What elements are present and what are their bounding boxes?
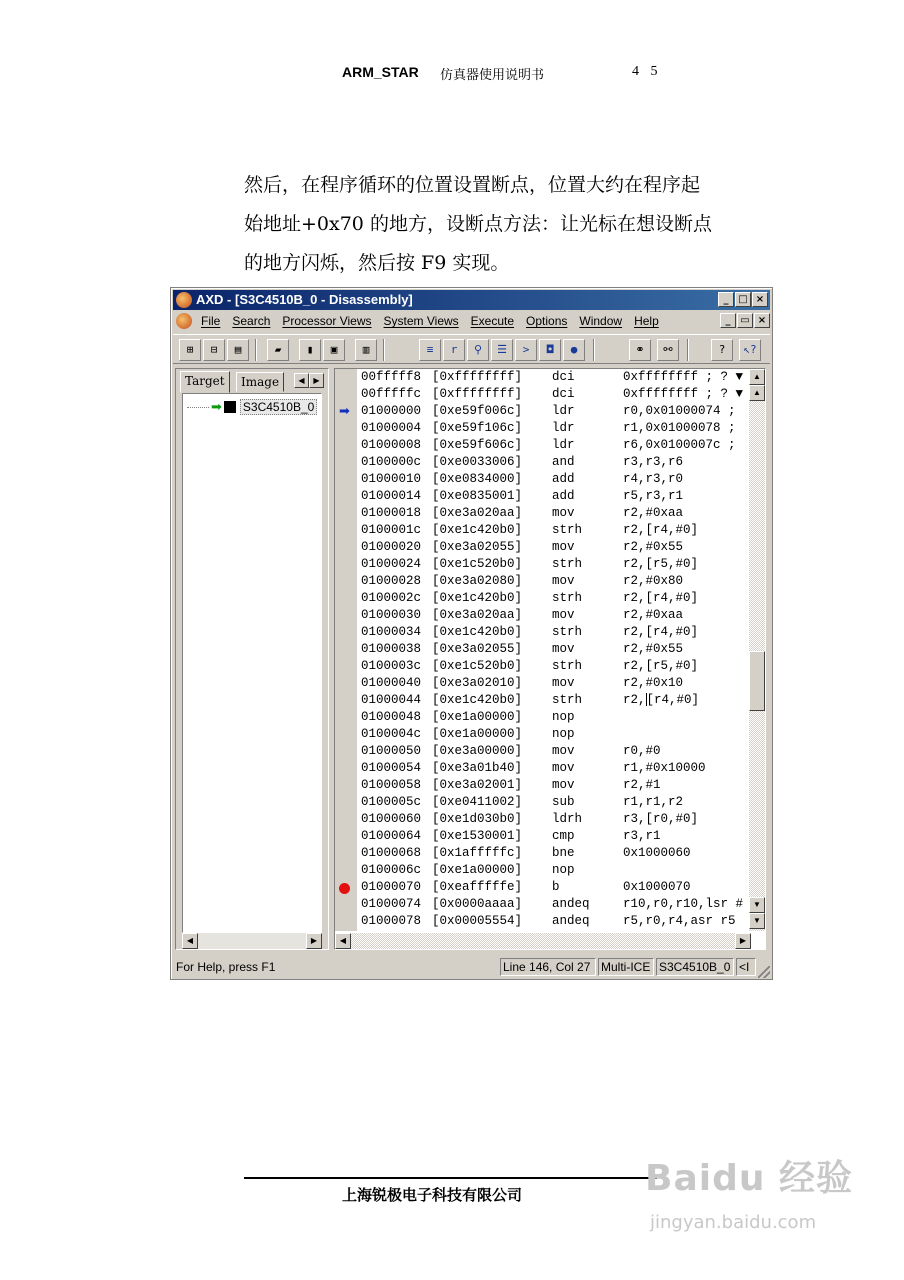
instruction-operands: r2,[r4,#0] xyxy=(623,523,699,537)
status-cursor-position: Line 146, Col 27 xyxy=(500,958,596,976)
disassembly-pane[interactable] xyxy=(334,368,766,950)
vertical-scroll-thumb[interactable] xyxy=(749,651,765,711)
instruction-address: 01000058 xyxy=(361,778,422,792)
instruction-operands: r2,#0x55 xyxy=(623,642,684,656)
instruction-operands: r2,#0xaa xyxy=(623,506,684,520)
document-icon[interactable] xyxy=(176,313,192,329)
instruction-mnemonic: ldrh xyxy=(552,812,583,826)
tree-item-label: S3C4510B_0 xyxy=(240,399,317,415)
instruction-address: 01000050 xyxy=(361,744,422,758)
instruction-opcode: [0xffffffff] xyxy=(432,370,523,384)
instruction-address: 01000010 xyxy=(361,472,422,486)
processor-config-icon[interactable]: ⊟ xyxy=(203,339,225,361)
footer-rule xyxy=(244,1177,657,1179)
instruction-opcode: [0xe1a00000] xyxy=(432,710,523,724)
footer-company: 上海锐极电子科技有限公司 xyxy=(342,1186,523,1204)
disassembly-row[interactable] xyxy=(359,659,749,676)
watermark-url: jingyan.baidu.com xyxy=(650,1212,817,1233)
breakpoint-marker-icon[interactable] xyxy=(339,883,350,894)
instruction-operands: r2,[r5,#0] xyxy=(623,557,699,571)
instruction-mnemonic: andeq xyxy=(552,897,590,911)
disassembly-horizontal-scrollbar[interactable] xyxy=(335,933,751,949)
instruction-opcode: [0xe1c420b0] xyxy=(432,693,523,707)
menu-help[interactable]: Help xyxy=(634,314,659,328)
disassembly-row[interactable] xyxy=(359,421,749,438)
disassembly-row[interactable] xyxy=(359,727,749,744)
instruction-operands: 0xffffffff ; ? ▼ xyxy=(623,370,744,384)
menu-processor-views[interactable]: Processor Views xyxy=(282,314,372,328)
workspace-pane xyxy=(175,368,329,950)
toolbar-separator xyxy=(687,339,689,361)
instruction-address: 01000068 xyxy=(361,846,422,860)
load-icon[interactable]: ▮ xyxy=(299,339,321,361)
window-controls xyxy=(718,292,768,308)
scroll-right-icon[interactable]: ▶ xyxy=(306,933,322,949)
status-target: S3C4510B_0 xyxy=(656,958,734,976)
instruction-mnemonic: b xyxy=(552,880,560,894)
processor-chip-icon xyxy=(224,401,236,413)
instruction-mnemonic: bne xyxy=(552,846,575,860)
paste-icon[interactable]: ▥ xyxy=(355,339,377,361)
scroll-right-icon[interactable]: ▶ xyxy=(735,933,751,949)
instruction-mnemonic: andeq xyxy=(552,914,590,928)
instruction-address: 01000020 xyxy=(361,540,422,554)
instruction-address: 01000044 xyxy=(361,693,422,707)
instruction-opcode: [0xe3a02001] xyxy=(432,778,523,792)
doc-title: ARM_STAR xyxy=(342,64,419,80)
doc-subtitle: 仿真器使用说明书 xyxy=(440,68,545,83)
find-icon[interactable]: ⚭ xyxy=(629,339,651,361)
disassembly-row[interactable] xyxy=(359,778,749,795)
context-help-icon[interactable]: ↖? xyxy=(739,339,761,361)
instruction-operands: r3,[r0,#0] xyxy=(623,812,699,826)
minimize-icon[interactable]: _ xyxy=(718,292,734,307)
axd-window xyxy=(170,287,773,980)
instruction-address: 01000038 xyxy=(361,642,422,656)
instruction-operands: r4,r3,r0 xyxy=(623,472,684,486)
instruction-address: 01000000 xyxy=(361,404,422,418)
status-interface: Multi-ICE xyxy=(598,958,654,976)
instruction-mnemonic: strh xyxy=(552,659,583,673)
scroll-left-icon[interactable]: ◀ xyxy=(182,933,198,949)
target-config-icon[interactable]: ⊞ xyxy=(179,339,201,361)
instruction-opcode: [0xe59f606c] xyxy=(432,438,523,452)
toolbar-separator xyxy=(383,339,385,361)
instruction-opcode: [0xe3a00000] xyxy=(432,744,523,758)
disassembly-row[interactable] xyxy=(359,489,749,506)
instruction-opcode: [0xe3a02010] xyxy=(432,676,523,690)
status-bar xyxy=(173,956,770,978)
disassembly-row[interactable] xyxy=(359,404,749,421)
instruction-mnemonic: strh xyxy=(552,693,583,707)
instruction-operands: r2,[r5,#0] xyxy=(623,659,699,673)
disassembly-row[interactable] xyxy=(359,914,749,931)
instruction-mnemonic: mov xyxy=(552,778,575,792)
instruction-mnemonic: mov xyxy=(552,642,575,656)
disassembly-vertical-scrollbar[interactable] xyxy=(749,369,765,931)
register-view-icon[interactable]: r xyxy=(443,339,465,361)
instruction-opcode: [0xe3a01b40] xyxy=(432,761,523,775)
scroll-down-fast-icon[interactable]: ▼ xyxy=(749,913,765,929)
instruction-opcode: [0xe3a02055] xyxy=(432,642,523,656)
instruction-opcode: [0xe0834000] xyxy=(432,472,523,486)
instruction-mnemonic: ldr xyxy=(552,438,575,452)
instruction-mnemonic: nop xyxy=(552,727,575,741)
disassembly-row[interactable] xyxy=(359,574,749,591)
disassembly-row[interactable] xyxy=(359,710,749,727)
disassembly-row[interactable] xyxy=(359,795,749,812)
instruction-address: 01000028 xyxy=(361,574,422,588)
breakpoint-icon[interactable]: ● xyxy=(563,339,585,361)
text-cursor xyxy=(646,693,647,706)
tree-connector xyxy=(187,407,209,408)
instruction-address: 01000070 xyxy=(361,880,422,894)
instruction-operands: 0xffffffff ; ? ▼ xyxy=(623,387,744,401)
disassembly-row[interactable] xyxy=(359,506,749,523)
instruction-operands: r10,r0,r10,lsr # xyxy=(623,897,744,911)
close-icon[interactable]: × xyxy=(752,292,768,307)
instruction-operands: r1,#0x10000 xyxy=(623,761,706,775)
instruction-mnemonic: and xyxy=(552,455,575,469)
instruction-opcode: [0xe1530001] xyxy=(432,829,523,843)
search-icon[interactable]: ⚲ xyxy=(467,339,489,361)
paragraph-line: 然后，在程序循环的位置设置断点，位置大约在程序起 xyxy=(244,174,701,196)
instruction-opcode: [0xe3a02080] xyxy=(432,574,523,588)
disassembly-row[interactable] xyxy=(359,744,749,761)
resize-grip-icon[interactable] xyxy=(758,966,770,978)
instruction-opcode: [0xe1c520b0] xyxy=(432,659,523,673)
instruction-address: 00fffff8 xyxy=(361,370,422,384)
instruction-operands: r1,r1,r2 xyxy=(623,795,684,809)
child-minimize-icon[interactable]: _ xyxy=(720,313,736,328)
disassembly-row[interactable] xyxy=(359,676,749,693)
status-help-text: For Help, press F1 xyxy=(176,960,276,974)
instruction-operands: r3,r3,r6 xyxy=(623,455,684,469)
instruction-address: 01000004 xyxy=(361,421,422,435)
instruction-address: 01000060 xyxy=(361,812,422,826)
instruction-opcode: [0xe1a00000] xyxy=(432,863,523,877)
instruction-mnemonic: mov xyxy=(552,744,575,758)
save-icon[interactable]: ▣ xyxy=(323,339,345,361)
instruction-opcode: [0xe1a00000] xyxy=(432,727,523,741)
help-icon[interactable]: ? xyxy=(711,339,733,361)
watch-icon[interactable]: ☰ xyxy=(491,339,513,361)
disassembly-row[interactable] xyxy=(359,829,749,846)
document-header xyxy=(0,64,904,88)
paragraph-line: 始地址+0x70 的地方，设断点方法：让光标在想设断点 xyxy=(244,213,712,235)
instruction-address: 01000024 xyxy=(361,557,422,571)
disassembly-row[interactable] xyxy=(359,608,749,625)
disassembly-listing xyxy=(359,370,749,930)
tree-horizontal-scrollbar[interactable] xyxy=(182,933,322,949)
instruction-mnemonic: mov xyxy=(552,506,575,520)
instruction-address: 01000054 xyxy=(361,761,422,775)
instruction-operands: r0,0x01000074 ; xyxy=(623,404,736,418)
instruction-operands: r5,r0,r4,asr r5 xyxy=(623,914,736,928)
instruction-paragraph xyxy=(244,166,764,283)
disassembly-row[interactable] xyxy=(359,370,749,387)
instruction-address: 0100004c xyxy=(361,727,422,741)
instruction-mnemonic: dci xyxy=(552,387,575,401)
instruction-address: 01000078 xyxy=(361,914,422,928)
instruction-address: 0100005c xyxy=(361,795,422,809)
instruction-mnemonic: strh xyxy=(552,591,583,605)
instruction-address: 01000030 xyxy=(361,608,422,622)
menu-system-views[interactable]: System Views xyxy=(383,314,459,328)
memory-icon[interactable]: ◘ xyxy=(539,339,561,361)
disassembly-row[interactable] xyxy=(359,455,749,472)
instruction-address: 01000074 xyxy=(361,897,422,911)
child-close-icon[interactable]: × xyxy=(754,313,770,328)
disassembly-row[interactable] xyxy=(359,897,749,914)
tab-image[interactable]: Image xyxy=(236,372,284,392)
instruction-operands: r0,#0 xyxy=(623,744,661,758)
menu-window[interactable]: Window xyxy=(579,314,623,328)
axd-app-icon[interactable] xyxy=(176,292,192,308)
load-image-icon[interactable]: ▤ xyxy=(227,339,249,361)
instruction-operands: 0x1000060 xyxy=(623,846,691,860)
disassembly-row[interactable] xyxy=(359,642,749,659)
instruction-opcode: [0xe0835001] xyxy=(432,489,523,503)
instruction-mnemonic: nop xyxy=(552,863,575,877)
instruction-mnemonic: strh xyxy=(552,625,583,639)
scroll-down-icon[interactable]: ▼ xyxy=(749,897,765,913)
instruction-operands: r2,[r4,#0] xyxy=(623,625,699,639)
toolbar-separator xyxy=(593,339,595,361)
instruction-mnemonic: strh xyxy=(552,523,583,537)
instruction-mnemonic: mov xyxy=(552,608,575,622)
tab-scroll-left-icon[interactable]: ◀ xyxy=(294,373,309,388)
instruction-opcode: [0xe1c420b0] xyxy=(432,523,523,537)
current-target-arrow-icon: ➡ xyxy=(211,399,222,414)
instruction-operands: r2,[r4,#0] xyxy=(623,693,700,707)
instruction-opcode: [0xe59f106c] xyxy=(432,421,523,435)
program-counter-arrow-icon[interactable]: ➡ xyxy=(339,404,350,419)
window-titlebar[interactable] xyxy=(173,290,770,310)
instruction-address: 01000040 xyxy=(361,676,422,690)
page-number: 4 5 xyxy=(632,64,662,79)
instruction-opcode: [0xe59f006c] xyxy=(432,404,523,418)
instruction-mnemonic: cmp xyxy=(552,829,575,843)
disassembly-row[interactable] xyxy=(359,625,749,642)
instruction-mnemonic: add xyxy=(552,489,575,503)
instruction-opcode: [0x00005554] xyxy=(432,914,523,928)
instruction-address: 01000034 xyxy=(361,625,422,639)
instruction-address: 01000014 xyxy=(361,489,422,503)
menu-execute[interactable]: Execute xyxy=(470,314,515,328)
instruction-operands: r2,[r4,#0] xyxy=(623,591,699,605)
tab-scroll-right-icon[interactable]: ▶ xyxy=(309,373,324,388)
instruction-opcode: [0xffffffff] xyxy=(432,387,523,401)
scroll-up-fast-icon[interactable]: ▲ xyxy=(749,385,765,401)
instruction-address: 0100003c xyxy=(361,659,422,673)
instruction-mnemonic: ldr xyxy=(552,404,575,418)
instruction-address: 0100001c xyxy=(361,523,422,537)
child-restore-icon[interactable]: ▭ xyxy=(737,313,753,328)
instruction-operands: r2,#0x10 xyxy=(623,676,684,690)
instruction-opcode: [0xe1d030b0] xyxy=(432,812,523,826)
disassembly-row[interactable] xyxy=(359,812,749,829)
toolbar-separator xyxy=(255,339,257,361)
instruction-opcode: [0x1afffffc] xyxy=(432,846,523,860)
disassembly-row[interactable] xyxy=(359,846,749,863)
disassembly-row[interactable] xyxy=(359,761,749,778)
instruction-mnemonic: ldr xyxy=(552,421,575,435)
find-next-icon[interactable]: ⚯ xyxy=(657,339,679,361)
instruction-mnemonic: mov xyxy=(552,540,575,554)
disassembly-row[interactable] xyxy=(359,863,749,880)
instruction-opcode: [0xe0411002] xyxy=(432,795,523,809)
instruction-opcode: [0xe1c420b0] xyxy=(432,625,523,639)
disassembly-row[interactable] xyxy=(359,438,749,455)
open-file-icon[interactable]: ▰ xyxy=(267,339,289,361)
instruction-mnemonic: sub xyxy=(552,795,575,809)
target-tree xyxy=(182,393,322,933)
instruction-address: 01000064 xyxy=(361,829,422,843)
instruction-operands: r6,0x0100007c ; xyxy=(623,438,736,452)
instruction-operands: r2,#0x80 xyxy=(623,574,684,588)
instruction-address: 01000008 xyxy=(361,438,422,452)
instruction-opcode: [0xeafffffe] xyxy=(432,880,523,894)
scroll-up-icon[interactable]: ▲ xyxy=(749,369,765,385)
disassembly-row[interactable] xyxy=(359,557,749,574)
instruction-opcode: [0xe1c420b0] xyxy=(432,591,523,605)
instruction-operands: r5,r3,r1 xyxy=(623,489,684,503)
instruction-opcode: [0xe3a020aa] xyxy=(432,608,523,622)
instruction-opcode: [0xe1c520b0] xyxy=(432,557,523,571)
watermark-logo: Baidu 经验 xyxy=(645,1158,854,1199)
instruction-address: 01000048 xyxy=(361,710,422,724)
instruction-operands: r2,#0xaa xyxy=(623,608,684,622)
instruction-address: 00fffffc xyxy=(361,387,422,401)
instruction-operands: r2,#1 xyxy=(623,778,661,792)
breakpoint-gutter[interactable] xyxy=(335,369,357,931)
instruction-mnemonic: mov xyxy=(552,574,575,588)
menu-bar xyxy=(173,311,770,332)
disassembly-row[interactable] xyxy=(359,880,749,897)
instruction-opcode: [0xe3a02055] xyxy=(432,540,523,554)
instruction-mnemonic: mov xyxy=(552,761,575,775)
instruction-opcode: [0x0000aaaa] xyxy=(432,897,523,911)
disassembly-row[interactable] xyxy=(359,591,749,608)
instruction-mnemonic: strh xyxy=(552,557,583,571)
instruction-address: 0100006c xyxy=(361,863,422,877)
scroll-left-icon[interactable]: ◀ xyxy=(335,933,351,949)
registers-icon[interactable]: ≡ xyxy=(419,339,441,361)
instruction-address: 0100002c xyxy=(361,591,422,605)
menu-options[interactable]: Options xyxy=(526,314,568,328)
menu-search[interactable]: Search xyxy=(232,314,271,328)
instruction-opcode: [0xe0033006] xyxy=(432,455,523,469)
disassembly-row[interactable] xyxy=(359,693,749,710)
instruction-mnemonic: add xyxy=(552,472,575,486)
instruction-operands: r3,r1 xyxy=(623,829,661,843)
tab-target[interactable]: Target xyxy=(180,371,230,393)
window-title: AXD - [S3C4510B_0 - Disassembly] xyxy=(196,292,413,307)
maximize-icon[interactable]: □ xyxy=(735,292,751,307)
instruction-opcode: [0xe3a020aa] xyxy=(432,506,523,520)
status-extra: <I xyxy=(736,958,756,976)
instruction-address: 01000018 xyxy=(361,506,422,520)
instruction-mnemonic: mov xyxy=(552,676,575,690)
instruction-operands: 0x1000070 xyxy=(623,880,691,894)
disassembly-row[interactable] xyxy=(359,540,749,557)
instruction-mnemonic: dci xyxy=(552,370,575,384)
tree-item-target[interactable] xyxy=(187,399,317,415)
toolbar xyxy=(173,334,770,364)
disassembly-row[interactable] xyxy=(359,523,749,540)
paragraph-line: 的地方闪烁，然后按 F9 实现。 xyxy=(244,252,510,274)
menu-file[interactable]: File xyxy=(201,314,221,328)
console-icon[interactable]: > xyxy=(515,339,537,361)
instruction-operands: r1,0x01000078 ; xyxy=(623,421,736,435)
disassembly-row[interactable] xyxy=(359,387,749,404)
instruction-mnemonic: nop xyxy=(552,710,575,724)
instruction-address: 0100000c xyxy=(361,455,422,469)
instruction-operands: r2,#0x55 xyxy=(623,540,684,554)
disassembly-row[interactable] xyxy=(359,472,749,489)
